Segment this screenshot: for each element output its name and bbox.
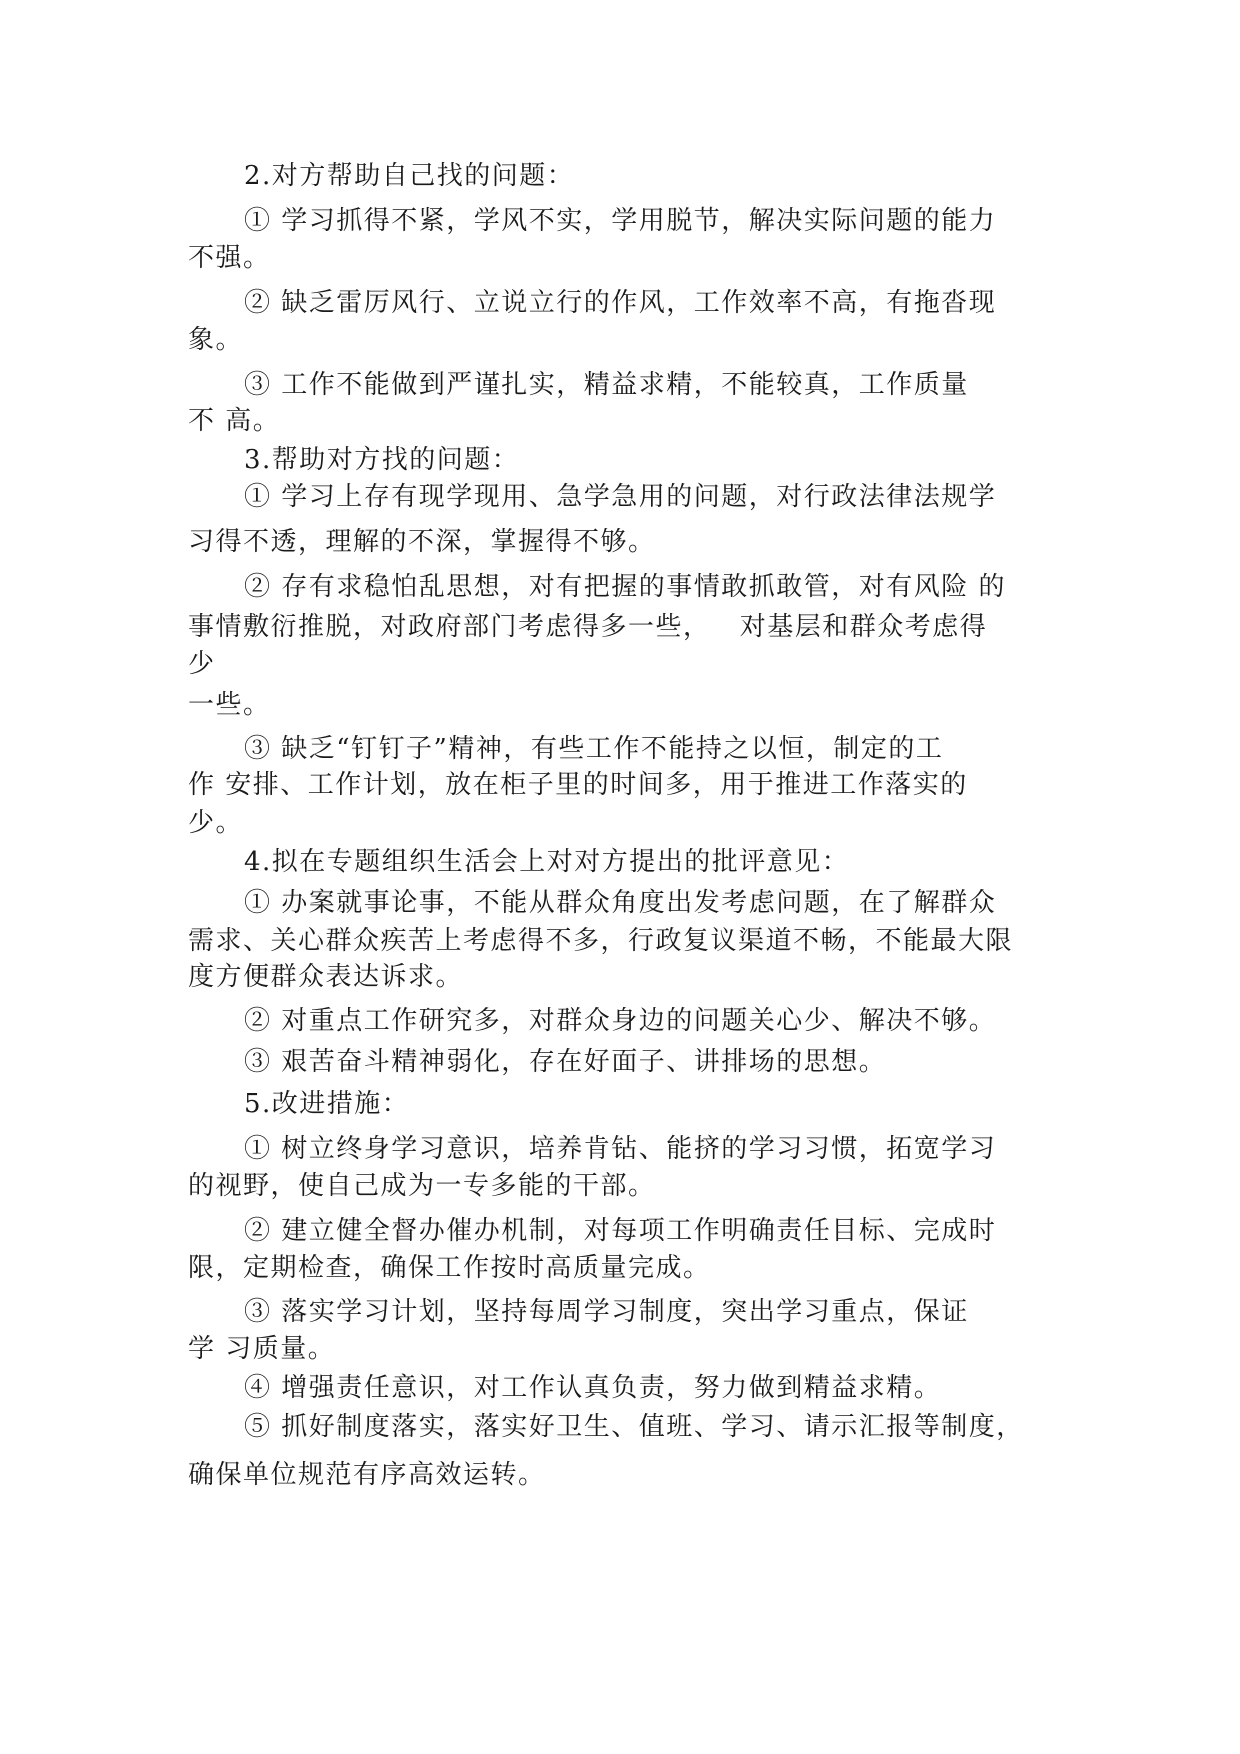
paragraph-line: 学 习质量。 [188, 1334, 336, 1364]
paragraph-line: 习得不透，理解的不深，掌握得不够。 [188, 527, 656, 557]
heading-improvement-measures: 5.改进措施： [244, 1089, 410, 1119]
paragraph-line: ③ 艰苦奋斗精神弱化，存在好面子、讲排场的思想。 [244, 1047, 887, 1077]
paragraph-line: 少。 [188, 808, 244, 838]
paragraph-line: ① 学习抓得不紧，学风不实，学用脱节，解决实际问题的能力 [244, 206, 997, 236]
paragraph-line: ② 存有求稳怕乱思想，对有把握的事情敢抓敢管，对有风险 的 [244, 572, 1007, 602]
paragraph-line: ③ 缺乏“钉钉子”精神，有些工作不能持之以恒，制定的工 [244, 734, 944, 764]
paragraph-line: ① 办案就事论事，不能从群众角度出发考虑问题，在了解群众 [244, 888, 997, 918]
paragraph-line: ③ 落实学习计划，坚持每周学习制度，突出学习重点，保证 [244, 1297, 969, 1327]
paragraph-line: 象。 [188, 325, 244, 355]
paragraph-line: 作 安排、工作计划，放在柜子里的时间多，用于推进工作落实的 [188, 770, 968, 800]
paragraph-line: 需求、关心群众疾苦上考虑得不多，行政复议渠道不畅，不能最大限 [188, 926, 1014, 956]
paragraph-line: 度方便群众表达诉求。 [188, 962, 464, 992]
paragraph-line: 的视野，使自己成为一专多能的干部。 [188, 1171, 656, 1201]
heading-criticism: 4.拟在专题组织生活会上对对方提出的批评意见： [244, 847, 850, 877]
paragraph-line: ① 树立终身学习意识，培养肯钻、能挤的学习习惯，拓宽学习 [244, 1134, 997, 1164]
paragraph-line: ② 对重点工作研究多，对群众身边的问题关心少、解决不够。 [244, 1006, 997, 1036]
paragraph-line: 少 [188, 649, 216, 679]
paragraph-line: 事情敷衍推脱，对政府部门考虑得多一些， 对基层和群众考虑得 [188, 612, 988, 642]
paragraph-line: ④ 增强责任意识，对工作认真负责，努力做到精益求精。 [244, 1373, 942, 1403]
paragraph-line: ② 缺乏雷厉风行、立说立行的作风，工作效率不高，有拖沓现 [244, 288, 997, 318]
paragraph-line: 不强。 [188, 243, 271, 273]
paragraph-line: ② 建立健全督办催办机制，对每项工作明确责任目标、完成时 [244, 1216, 997, 1246]
paragraph-line: 一些。 [188, 690, 271, 720]
paragraph-line: 限，定期检查，确保工作按时高质量完成。 [188, 1253, 711, 1283]
paragraph-line: 确保单位规范有序高效运转。 [188, 1460, 546, 1490]
paragraph-line: 不 高。 [188, 406, 281, 436]
heading-problems-found-for-other: 3.帮助对方找的问题： [244, 445, 520, 475]
paragraph-line: ③ 工作不能做到严谨扎实，精益求精，不能较真，工作质量 [244, 370, 969, 400]
paragraph-line: ⑤ 抓好制度落实，落实好卫生、值班、学习、请示汇报等制度， [244, 1412, 1024, 1442]
heading-problems-found-by-other: 2.对方帮助自己找的问题： [244, 161, 575, 191]
paragraph-line: ① 学习上存有现学现用、急学急用的问题，对行政法律法规学 [244, 482, 997, 512]
